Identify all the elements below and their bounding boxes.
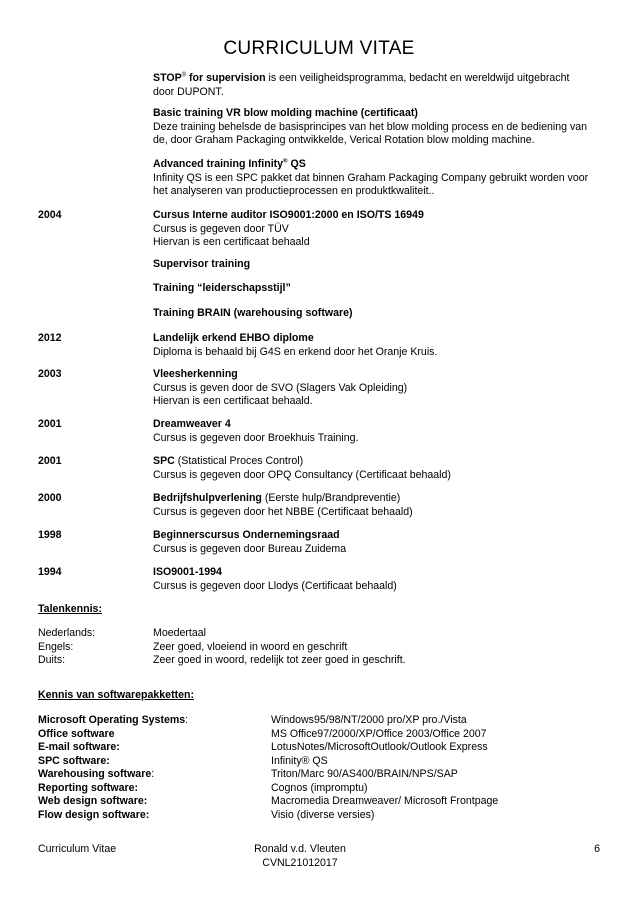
software-label: Warehousing software — [38, 768, 152, 780]
software-label: Office software — [38, 727, 115, 740]
software-value: LotusNotes/MicrosoftOutlook/Outlook Express — [271, 741, 488, 753]
footer-author-name: Ronald v.d. Vleuten — [254, 843, 346, 855]
page-title: CURRICULUM VITAE — [223, 38, 415, 59]
software-label: Web design software: — [38, 795, 148, 807]
entry-title-suffix: (Eerste hulp/Brandpreventie) — [261, 492, 401, 504]
language-name: Engels: — [38, 640, 74, 653]
entry-line: Hiervan is een certificaat behaald. — [153, 395, 313, 407]
page-number: 6 — [594, 843, 600, 855]
software-label-colon: : — [151, 768, 155, 780]
software-label-row — [38, 714, 188, 728]
software-values — [271, 714, 498, 822]
stop-title-suffix: for supervision — [186, 72, 266, 84]
language-level: Zeer goed, vloeiend in woord en geschrift — [153, 640, 348, 653]
entry-year: 2004 — [38, 209, 62, 221]
basic-training-title: Basic training VR blow molding machine (certificaat) — [153, 107, 418, 119]
software-labels — [38, 714, 188, 822]
entry-title-row — [153, 455, 451, 469]
advanced-training-title — [153, 158, 588, 172]
entry-year: 2012 — [38, 332, 62, 344]
software-value: Macromedia Dreamweaver/ Microsoft Frontpage — [271, 795, 499, 807]
entry-iso-audit — [153, 209, 424, 250]
software-label-colon: : — [185, 714, 189, 726]
registered-mark: ® — [283, 158, 288, 165]
stop-line-1 — [153, 72, 569, 86]
software-value: MS Office97/2000/XP/Office 2003/Office 2007 — [271, 727, 487, 740]
entry-title: Beginnerscursus Ondernemingsraad — [153, 529, 340, 541]
entry-title-suffix: (Statistical Proces Control) — [174, 455, 304, 467]
adv-title: Advanced training Infinity — [153, 158, 284, 170]
entry-title: Vleesherkenning — [153, 368, 238, 380]
adv-title-suffix: QS — [287, 158, 306, 170]
entry-bhv — [153, 492, 413, 519]
entry-title: Dreamweaver 4 — [153, 418, 231, 430]
software-value: Cognos (impromptu) — [271, 781, 368, 794]
entry-year: 2003 — [38, 368, 62, 380]
entry-line: Diploma is behaald bij G4S en erkend door het Oranje Kruis. — [153, 345, 438, 358]
entry-year: 2000 — [38, 492, 62, 504]
entry-title: ISO9001-1994 — [153, 566, 222, 578]
basic-training-line-2: de, door Graham Packaging ontwikkelde, Verical Rotation blow molding machine. — [153, 134, 535, 146]
software-label: E-mail software: — [38, 741, 120, 753]
stop-title: STOP — [153, 72, 182, 84]
advanced-training-line-1: Infinity QS is een SPC pakket dat binnen Graham Packaging Company gebruikt worden voor — [153, 171, 589, 184]
entry-line: Cursus is gegeven door het NBBE (Certificaat behaald) — [153, 505, 413, 518]
entry-line: Cursus is gegeven door Llodys (Certificaat behaald) — [153, 579, 397, 592]
basic-training — [153, 107, 587, 148]
entry-year: 2001 — [38, 455, 62, 467]
basic-training-line-1: Deze training behelsde de basisprincipes van het blow molding process en de bediening van — [153, 120, 588, 133]
languages-levels — [153, 627, 406, 668]
entry-vleesherkenning — [153, 368, 407, 409]
advanced-training-line-2: het analyseren van productieprocessen en produktkwaliteit.. — [153, 185, 435, 197]
entry-title: Cursus Interne auditor ISO9001:2000 en ISO/TS 16949 — [153, 209, 424, 221]
entry-brain-training: Training BRAIN (warehousing software) — [153, 307, 353, 319]
entry-line: Hiervan is een certificaat behaald — [153, 236, 310, 248]
advanced-training — [153, 158, 588, 199]
entry-dreamweaver — [153, 418, 359, 445]
footer-doc-title: Curriculum Vitae — [38, 843, 117, 855]
entry-year: 1994 — [38, 566, 62, 578]
software-label: Reporting software: — [38, 781, 139, 794]
entry-line: Cursus is gegeven door TÜV — [153, 222, 289, 235]
entry-line: Cursus is gegeven door Broekhuis Training. — [153, 431, 359, 444]
language-name: Duits: — [38, 654, 66, 666]
software-heading: Kennis van softwarepakketten: — [38, 689, 195, 701]
stop-description-2: door DUPONT. — [153, 85, 224, 98]
language-level: Moedertaal — [153, 627, 206, 639]
entry-supervisor-training: Supervisor training — [153, 258, 251, 270]
entry-ehbo — [153, 332, 437, 359]
software-value: Triton/Marc 90/AS400/BRAIN/NPS/SAP — [271, 768, 458, 780]
stop-description: is een veiligheidsprogramma, bedacht en wereldwijd uitgebracht — [265, 72, 570, 84]
registered-mark: ® — [181, 72, 187, 79]
entry-title-row — [153, 492, 413, 506]
entry-leadership-training: Training “leiderschapsstijl” — [153, 282, 291, 294]
entry-title: SPC — [153, 455, 175, 467]
entry-year: 2001 — [38, 418, 62, 430]
software-value: Windows95/98/NT/2000 pro/XP pro./Vista — [271, 714, 467, 726]
software-label: Flow design software: — [38, 808, 150, 821]
languages-names — [38, 627, 95, 668]
entry-line: Cursus is gegeven door OPQ Consultancy (Certificaat behaald) — [153, 468, 451, 481]
entry-spc — [153, 455, 451, 482]
entry-year: 1998 — [38, 529, 62, 541]
language-name: Nederlands: — [38, 627, 96, 639]
software-value: Visio (diverse versies) — [271, 808, 375, 821]
entry-line: Cursus is gegeven door Bureau Zuidema — [153, 542, 347, 555]
software-label: Microsoft Operating Systems — [38, 714, 186, 726]
languages-heading: Talenkennis: — [38, 603, 102, 615]
entry-title: Bedrijfshulpverlening — [153, 492, 262, 504]
footer-doc-code: CVNL21012017 — [262, 857, 338, 869]
software-label: SPC software: — [38, 754, 110, 767]
entry-line: Cursus is geven door de SVO (Slagers Vak Opleiding) — [153, 381, 408, 394]
entry-title: Landelijk erkend EHBO diplome — [153, 332, 314, 344]
software-value: Infinity® QS — [271, 754, 328, 767]
entry-ondernemingsraad — [153, 529, 346, 556]
entry-iso9001 — [153, 566, 397, 593]
footer-author — [200, 842, 400, 870]
software-label-row — [38, 768, 188, 782]
stop-training — [153, 72, 569, 99]
language-level: Zeer goed in woord, redelijk tot zeer goed in geschrift. — [153, 654, 406, 666]
